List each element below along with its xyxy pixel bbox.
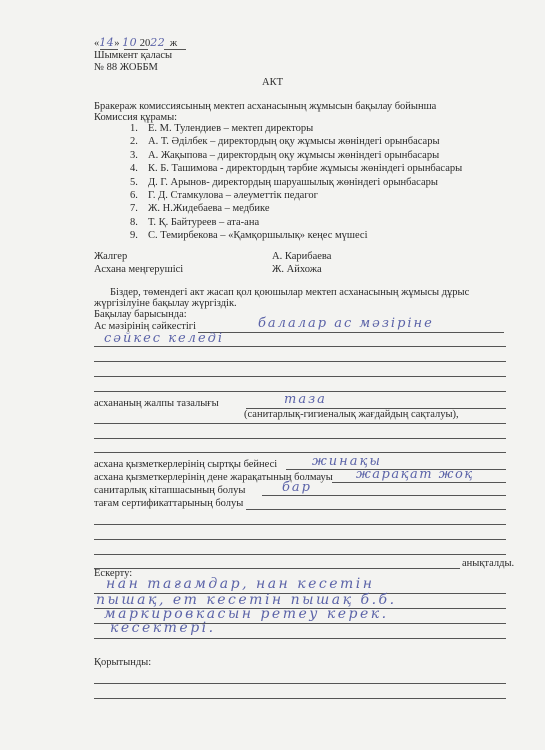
note-handwritten-4: кесектері. bbox=[110, 620, 216, 636]
conclusion-line-1 bbox=[94, 683, 506, 684]
sanitary-book-line bbox=[262, 495, 506, 496]
note-label: Ескерту: bbox=[94, 568, 133, 579]
note-handwritten-2: пышақ, ет кесетін пышақ б.б. bbox=[96, 592, 397, 608]
food-certificates-label: тағам сертификаттарының болуы bbox=[94, 498, 244, 509]
member-item: 5. Д. Г. Арынов- директордың шаруашылық жөніндегі орынбасары bbox=[130, 176, 438, 188]
cleanliness-line-4 bbox=[94, 452, 506, 453]
member-item: 6. Г. Д. Стамкулова – әлеуметтік педагог bbox=[130, 190, 318, 202]
staff-appearance-handwritten: жинақы bbox=[312, 454, 382, 469]
tenant-label: Жалгер bbox=[94, 251, 128, 262]
note-handwritten-1: нан тағамдар, нан кесетін bbox=[106, 576, 375, 592]
menu-line-1 bbox=[198, 332, 504, 333]
note-line-4 bbox=[94, 638, 506, 639]
intro-line-1: Бракераж комиссиясының мектеп асханасының жұмысын бақылау бойынша bbox=[94, 101, 437, 112]
cleanliness-line-2 bbox=[94, 423, 506, 424]
tenant-name: А. Карибаева bbox=[272, 251, 332, 262]
member-item: 8. Т. Қ. Байтуреев – ата-ана bbox=[130, 216, 260, 228]
conclusion-line-2 bbox=[94, 698, 506, 699]
identified-label: анықталды. bbox=[462, 558, 515, 569]
staff-injury-handwritten: жарақат жоқ bbox=[356, 467, 474, 482]
cleanliness-handwritten: таза bbox=[284, 392, 327, 407]
member-item: 2. А. Т. Әділбек – директордың оқу жұмысы жөніндегі орынбасары bbox=[130, 136, 440, 148]
school-name: № 88 ЖОББМ bbox=[94, 62, 158, 73]
statement-line-1: Біздер, төмендегі акт жасап қол қоюшылар мектеп асханасының жұмысы дұрыс bbox=[110, 287, 470, 298]
date-year-handwritten: 22 bbox=[150, 36, 166, 49]
sanitary-book-label: санитарлық кітапшасының болуы bbox=[94, 485, 246, 496]
member-item: 1. Е. М. Тулендиев – мектеп директоры bbox=[130, 123, 314, 134]
menu-conformity-handwritten-2: сәйкес келеді bbox=[104, 331, 225, 346]
canteen-manager-name: Ж. Айхожа bbox=[272, 264, 322, 275]
staff-injury-label: асхана қызметкерлерінің дене жарақатының болмауы bbox=[94, 472, 333, 483]
commission-member-list bbox=[130, 122, 462, 243]
sanitary-note: (санитарлық-гигиеналық жағдайдың сақталуы), bbox=[244, 409, 459, 420]
date-month-handwritten: 10 bbox=[122, 36, 138, 49]
date-close-quote: » bbox=[114, 38, 120, 49]
statement-line-2: жүргізілуіне бақылау жүргіздік. bbox=[94, 298, 237, 309]
cert-line-3 bbox=[94, 539, 506, 540]
cleanliness-label: асхананың жалпы тазалығы bbox=[94, 398, 219, 409]
cert-line-4 bbox=[94, 554, 506, 555]
member-item: 3. А. Жақыпова – директордың оқу жұмысы жөніндегі орынбасары bbox=[130, 149, 440, 161]
cleanliness-line-3 bbox=[94, 438, 506, 439]
staff-appearance-label: асхана қызметкерлерінің сыртқы бейнесі bbox=[94, 459, 278, 470]
statement-line-3: Бақылау барысында: bbox=[94, 309, 187, 320]
cert-line-2 bbox=[94, 524, 506, 525]
date-open-quote: « bbox=[94, 38, 100, 49]
menu-conformity-handwritten-1: балалар ас мәзіріне bbox=[258, 316, 434, 331]
cert-line-5 bbox=[94, 568, 460, 569]
sanitary-book-handwritten: бар bbox=[282, 480, 313, 495]
conclusion-label: Қорытынды: bbox=[94, 657, 152, 668]
note-handwritten-3: маркировкасын ретеу керек. bbox=[104, 606, 389, 622]
menu-line-2 bbox=[94, 346, 506, 347]
intro-line-2: Комиссия құрамы: bbox=[94, 112, 178, 123]
member-item: 9. С. Темирбекова – «Қамқоршылық» кеңес мүшесі bbox=[130, 230, 368, 242]
member-item: 4. К. Б. Ташимова - директордың тәрбие жұмысы жөніндегі орынбасары bbox=[130, 163, 463, 175]
injury-line bbox=[332, 482, 506, 483]
city-name: Шымкент қаласы bbox=[94, 50, 173, 61]
date-suffix: ж bbox=[169, 38, 178, 49]
member-item: 7. Ж. Н.Жидебаева – медбике bbox=[130, 203, 270, 215]
menu-line-3 bbox=[94, 361, 506, 362]
date-day-handwritten: 14 bbox=[99, 36, 115, 49]
cert-line-1 bbox=[246, 509, 506, 510]
menu-line-4 bbox=[94, 376, 506, 377]
menu-conformity-label: Ас мәзірінің сәйкестігі bbox=[94, 321, 197, 332]
date-year-prefix: 20 bbox=[139, 38, 151, 49]
page-title: АКТ bbox=[262, 77, 283, 88]
canteen-manager-label: Асхана меңгерушісі bbox=[94, 264, 184, 275]
